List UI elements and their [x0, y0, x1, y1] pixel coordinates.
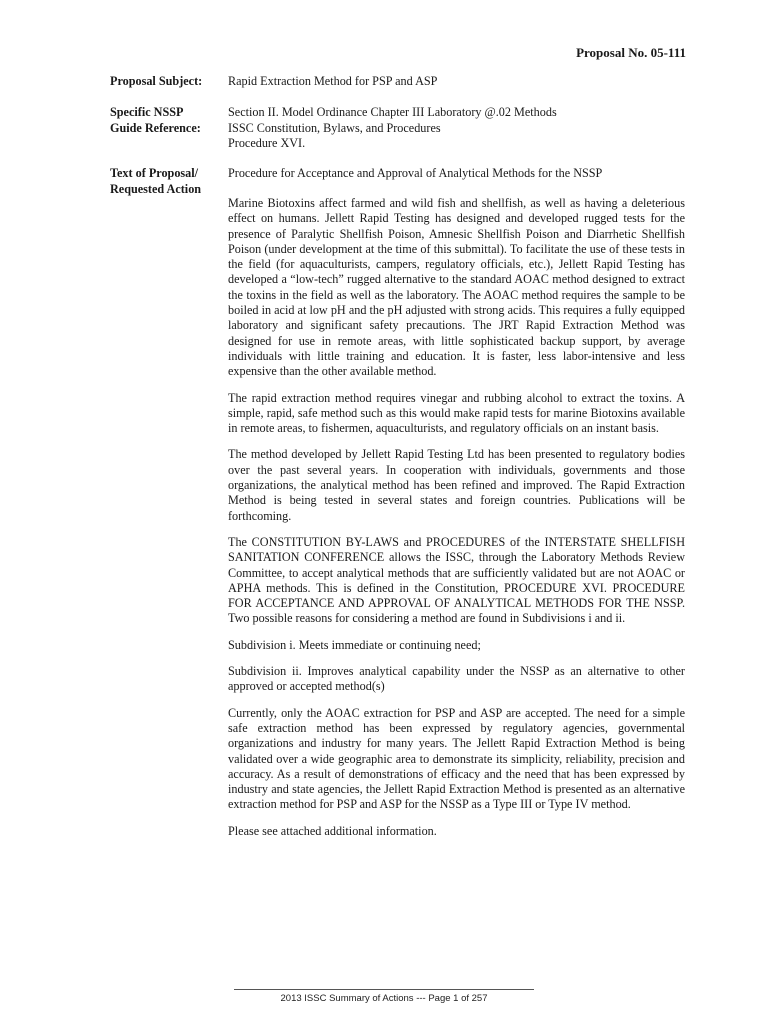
text-heading: Procedure for Acceptance and Approval of Analytical Methods for the NSSP	[228, 166, 603, 180]
reference-line: ISSC Constitution, Bylaws, and Procedures	[228, 120, 441, 135]
paragraph: Marine Biotoxins affect farmed and wild fish and shellfish, as well as having a deleterious effect on humans. Jellett Rapid Testing has designed and developed rugged tests for the presence of Paralytic Shellfish Poison, Amnesic Shellfish Poison and Diarrhetic Shellfish Poison (under development at the time of this submittal). To facilitate the use of these tests in the field (for aquaculturists, campers, regulatory officials, etc.), Jellett Rapid Testing has developed a “low-tech” rugged alternative to the standard AOAC method designed to extract the toxins in the field as well as the laboratory. The AOAC method requires the sample to be boiled in acid at low pH and the pH adjusted with strong acids. This requires a fully equipped laboratory and significant safety precautions. The JRT Rapid Extraction Method was designed for use in remote areas, with little sophisticated backup support, by average individuals with little training and education. It is faster, less labor-intensive and less expensive than the other available method.	[228, 196, 685, 379]
subject-label: Proposal Subject:	[110, 74, 203, 88]
reference-line: Section II. Model Ordinance Chapter III Laboratory @.02 Methods	[228, 105, 557, 119]
reference-label-line: Guide Reference:	[110, 120, 201, 135]
paragraph: The method developed by Jellett Rapid Testing Ltd has been presented to regulatory bodies over the past several years. In cooperation with individuals, governments and those organizations, the analytical method has been refined and improved. The Rapid Extraction Method is being tested in several states and foreign countries. Publications will be forthcoming.	[228, 447, 685, 523]
reference-label	[110, 105, 225, 136]
proposal-body	[228, 196, 685, 850]
subject-value: Rapid Extraction Method for PSP and ASP	[228, 74, 438, 88]
reference-value	[228, 105, 685, 152]
paragraph: Please see attached additional information.	[228, 823, 437, 838]
text-label-line: Requested Action	[110, 181, 202, 196]
reference-line: Procedure XVI.	[228, 136, 306, 151]
footer-divider	[234, 989, 534, 990]
text-label-line: Text of Proposal/	[110, 166, 199, 180]
paragraph: Subdivision i. Meets immediate or continuing need;	[228, 637, 481, 652]
paragraph: Subdivision ii. Improves analytical capability under the NSSP as an alternative to other approved or accepted method(s)	[228, 664, 685, 694]
proposal-number: Proposal No. 05-111	[576, 45, 686, 60]
reference-label-line: Specific NSSP	[110, 105, 184, 119]
paragraph: The rapid extraction method requires vinegar and rubbing alcohol to extract the toxins. A simple, rapid, safe method such as this would make rapid tests for marine Biotoxins available in remote areas, to fishermen, aquaculturists, and regulatory officials on an instant basis.	[228, 390, 685, 436]
text-label	[110, 166, 225, 197]
paragraph: The CONSTITUTION BY-LAWS and PROCEDURES of the INTERSTATE SHELLFISH SANITATION CONFERENCE allows the ISSC, through the Laboratory Methods Review Committee, to accept analytical methods that are sufficiently validated but are not AOAC or APHA methods. This is defined in the Constitution, PROCEDURE XVI. PROCEDURE FOR ACCEPTANCE AND APPROVAL OF ANALYTICAL METHODS FOR THE NSSP. Two possible reasons for considering a method are found in Subdivisions i and ii.	[228, 534, 685, 626]
page-footer: 2013 ISSC Summary of Actions --- Page 1 of 257	[280, 993, 488, 1004]
paragraph: Currently, only the AOAC extraction for PSP and ASP are accepted. The need for a simple safe extraction method has been expressed by regulatory agencies, governmental organizations and industry for many years. The Jellett Rapid Extraction Method is being validated over a wide geographic area to demonstrate its simplicity, reliability, precision and accuracy. As a result of demonstrations of efficacy and the need that has been expressed by industry and state agencies, the Jellett Rapid Extraction Method is presented as an alternative extraction method for PSP and ASP for the NSSP as a Type III or Type IV method.	[228, 705, 685, 812]
